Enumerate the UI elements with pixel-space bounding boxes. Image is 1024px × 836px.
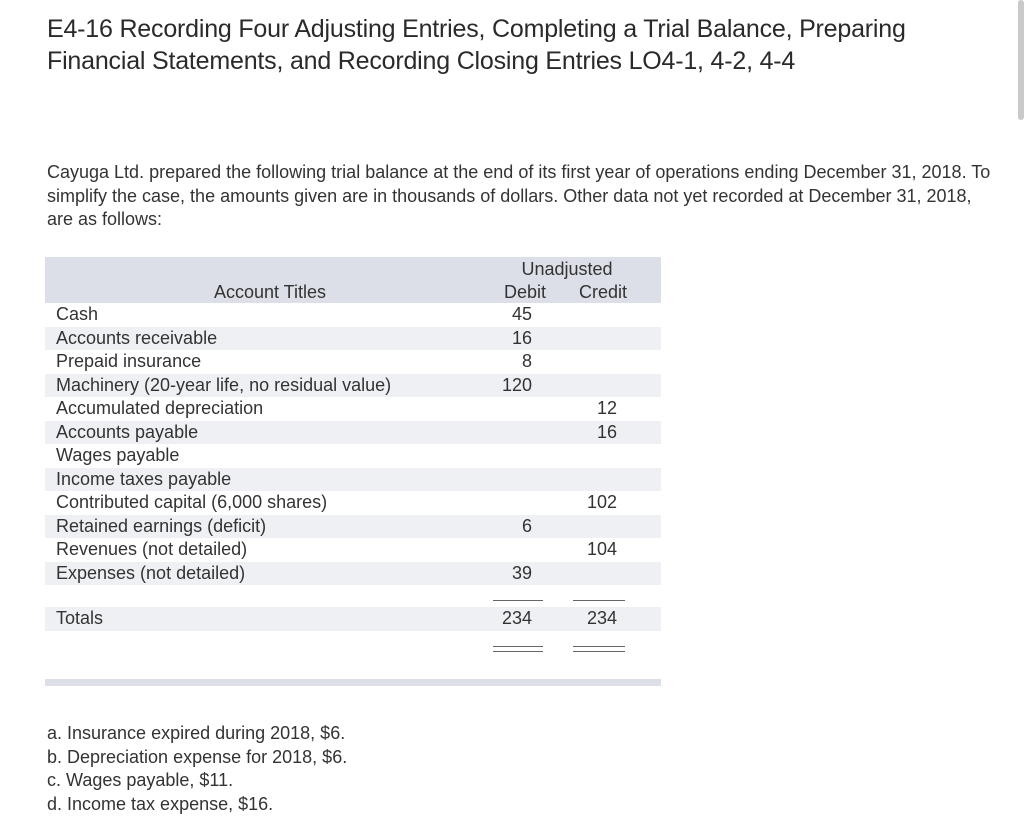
debit-value: 6 — [521, 515, 532, 536]
credit-double-line-1 — [573, 646, 625, 647]
table-row — [45, 421, 661, 445]
credit-value: 16 — [596, 421, 617, 442]
table-row — [45, 444, 661, 468]
credit-double-line-2 — [573, 651, 625, 652]
additional-data-list — [47, 722, 347, 816]
account-label: Contributed capital (6,000 shares) — [56, 492, 328, 512]
exercise-title: E4-16 Recording Four Adjusting Entries, Completing a Trial Balance, Preparing Financial Statements, and Recording Closing Entries LO4-1, 4-2, 4-4 — [47, 15, 906, 75]
credit-value: 12 — [596, 398, 617, 418]
note-item: a. Insurance expired during 2018, $6. — [47, 723, 346, 743]
debit-sum-line — [493, 600, 543, 601]
table-row — [45, 491, 661, 515]
account-label: Revenues (not detailed) — [56, 539, 248, 559]
debit-value: 39 — [511, 562, 532, 583]
page-scrollbar[interactable] — [1018, 0, 1024, 120]
debit-double-line-1 — [493, 646, 543, 647]
table-bottom-bar — [45, 679, 661, 686]
table-row — [45, 468, 661, 492]
debit-double-line-2 — [493, 651, 543, 652]
account-label: Accumulated depreciation — [56, 398, 264, 418]
trial-balance-table — [45, 257, 661, 631]
account-label: Income taxes payable — [56, 468, 232, 489]
table-row — [45, 397, 661, 421]
debit-value: 45 — [511, 304, 532, 324]
account-label: Expenses (not detailed) — [56, 562, 246, 583]
table-row — [45, 562, 661, 586]
table-row — [45, 374, 661, 398]
note-item: d. Income tax expense, $16. — [47, 793, 274, 814]
table-row — [45, 303, 661, 327]
unadjusted-header: Unadjusted — [521, 259, 613, 279]
account-label: Accounts payable — [56, 421, 199, 442]
table-row — [45, 538, 661, 562]
credit-header: Credit — [578, 282, 627, 302]
debit-total: 234 — [501, 608, 532, 628]
totals-label: Totals — [56, 608, 104, 628]
debit-value: 16 — [511, 327, 532, 348]
credit-total: 234 — [586, 608, 617, 628]
note-item: b. Depreciation expense for 2018, $6. — [47, 746, 348, 767]
credit-value: 102 — [586, 492, 617, 512]
account-label: Machinery (20-year life, no residual value) — [56, 374, 392, 395]
table-header — [45, 257, 661, 303]
account-titles-header: Account Titles — [213, 282, 327, 302]
credit-sum-line — [573, 600, 625, 601]
intro-paragraph: Cayuga Ltd. prepared the following trial balance at the end of its first year of operations ending December 31, 2018. To simplify the case, the amounts given are in thousands of dollars. Other data not yet recorded at December 31, 2018, are as follows: — [47, 162, 991, 229]
note-item: c. Wages payable, $11. — [47, 770, 234, 790]
debit-value: 8 — [521, 351, 532, 371]
account-label: Retained earnings (deficit) — [56, 515, 267, 536]
debit-header: Debit — [503, 282, 546, 302]
account-label: Cash — [56, 304, 99, 324]
table-row — [45, 327, 661, 351]
debit-value: 120 — [501, 374, 532, 395]
table-row — [45, 515, 661, 539]
account-label: Accounts receivable — [56, 327, 218, 348]
account-label: Wages payable — [56, 445, 180, 465]
account-label: Prepaid insurance — [56, 351, 202, 371]
credit-value: 104 — [586, 539, 617, 559]
table-row — [45, 350, 661, 374]
totals-row — [45, 607, 661, 631]
